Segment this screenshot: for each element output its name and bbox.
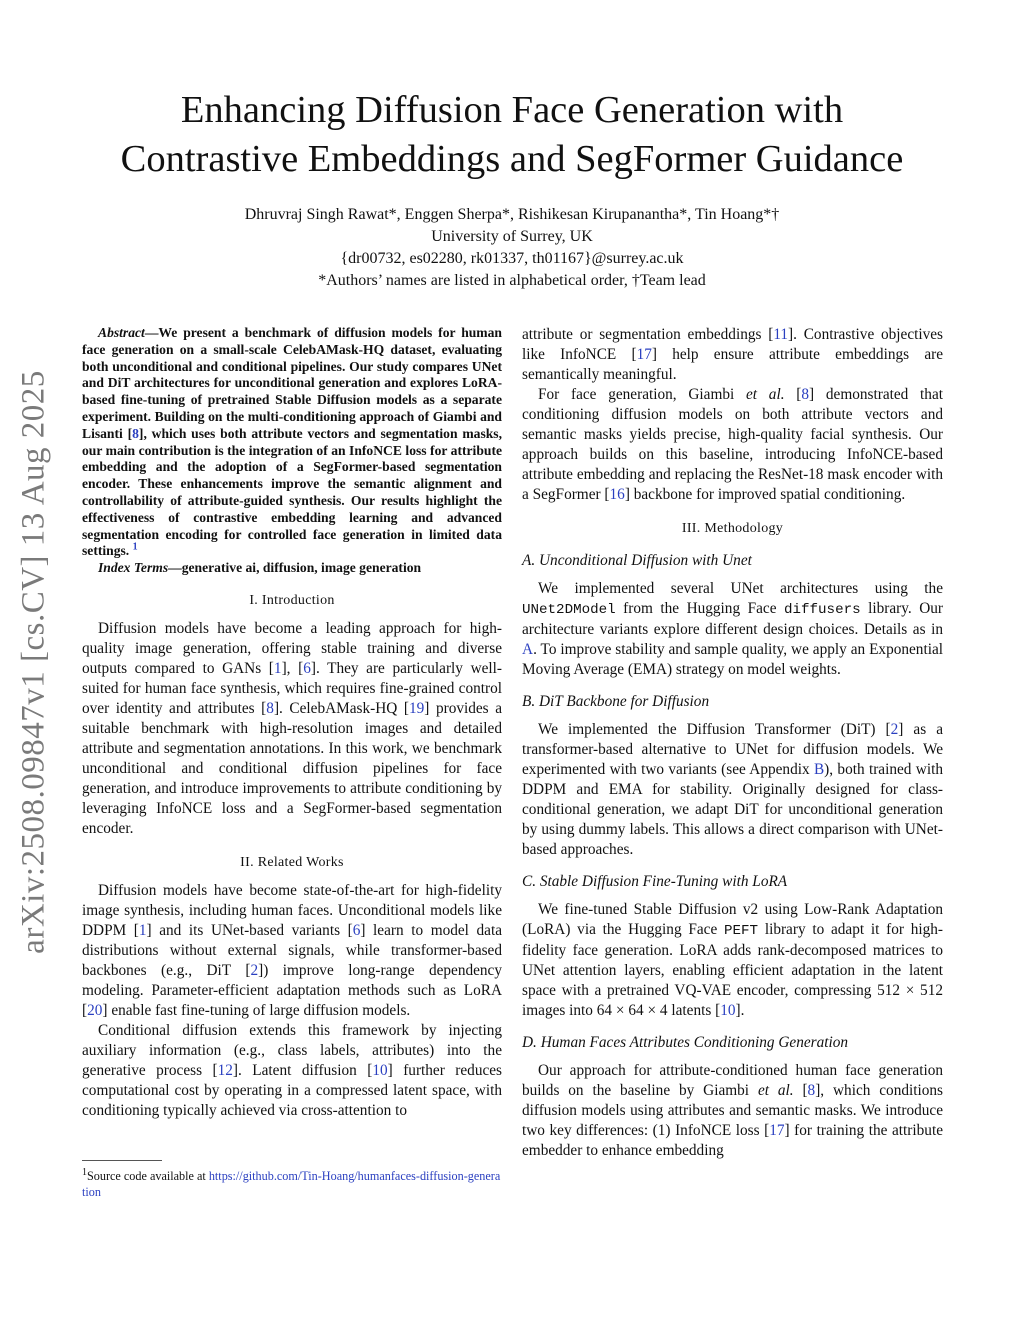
index-terms-label: Index Terms (98, 560, 169, 576)
citation-link[interactable]: 10 (372, 1061, 388, 1079)
subsection-heading-a: A. Unconditional Diffusion with Unet (522, 552, 752, 569)
citation-link[interactable]: 6 (303, 659, 311, 677)
citation-link[interactable]: 6 (352, 921, 361, 939)
abstract-label: Abstract (98, 325, 145, 340)
citation-link[interactable]: 17 (769, 1122, 785, 1139)
citation-link[interactable]: 2 (890, 721, 899, 738)
intro-paragraph: Diffusion models have become a leading approach for high-quality image generation, offering stable training and diverse outputs compared to GANs [1], [6]. They are particularly well-suited for human face synthesis, which requires fine-grained control over identity and attributes [8]. CelebAMask-HQ [19] provides a suitable benchmark with high-resolution images and detailed attribute and segmentation annotations. In this work, we benchmark unconditional and conditional diffusion pipelines for face generation, and introduce improvements to attribute conditioning by leveraging InfoNCE loss and a SegFormer-based segmentation encoder. (82, 619, 502, 837)
right-paragraph-1: For face generation, Giambi et al. [8] demonstrated that conditioning diffusion models on both attribute vectors and semantic masks yields precise, high-quality facial synthesis. Our approach builds on this baseline, introducing InfoNCE-based attribute embedding and replacing the ResNet-18 mask encoder with a SegFormer [16] backbone for improved spatial conditioning. (522, 386, 943, 503)
citation-link[interactable]: 8 (807, 1082, 816, 1099)
citation-link[interactable]: 8 (266, 699, 274, 717)
source-code-link[interactable]: https://github.com/Tin-Hoang/humanfaces-diffusion-generation (82, 1169, 501, 1199)
appendix-link[interactable]: B (813, 761, 825, 778)
author-names: Dhruvraj Singh Rawat*, Enggen Sherpa*, Rishikesan Kirupanantha*, Tin Hoang*† (244, 206, 780, 223)
section-heading-introduction: I. Introduction (249, 592, 335, 608)
subsection-b-paragraph: We implemented the Diffusion Transformer (DiT) [2] as a transformer-based alternative to UNet for diffusion models. We experimented with two variants (see Appendix B), both trained with DDPM and EMA for stability. Originally designed for class-conditional generation, we adapt DiT for unconditional generation by using dummy labels. This allows a direct comparison with UNet-based approaches. (522, 721, 943, 858)
author-note: *Authors’ names are listed in alphabetical order, †Team lead (318, 272, 706, 289)
arxiv-id: arXiv:2508.09847v1 [cs.CV] 13 Aug 2025 (15, 370, 52, 954)
citation-link[interactable]: 12 (217, 1061, 233, 1079)
appendix-link[interactable]: A (522, 641, 534, 658)
subsection-c-paragraph: We fine-tuned Stable Diffusion v2 using Low-Rank Adaptation (LoRA) via the Hugging Face PEFT library to adapt it for high-fidelity face generation. LoRA adds rank-decomposed matrices to UNet attention layers, enabling efficient adaptation in the latent space with a pretrained VQ-VAE encoder, compressing 512 × 512 images into 64 × 64 × 4 latents [10]. (522, 901, 944, 1019)
left-column (82, 325, 502, 1121)
author-emails: {dr00732, es02280, rk01337, th01167}@surrey.ac.uk (340, 250, 684, 267)
citation-link[interactable]: 11 (773, 326, 789, 343)
footnote-rule (82, 1160, 162, 1161)
subsection-heading-d: D. Human Faces Attributes Conditioning Generation (522, 1034, 849, 1051)
citation-link[interactable]: 8 (801, 386, 810, 403)
arxiv-sidebar (6, 362, 62, 962)
citation-link[interactable]: 8 (132, 425, 139, 441)
related-paragraph-1: Diffusion models have become state-of-the-art for high-fidelity image synthesis, including human faces. Unconditional models like DDPM [1] and its UNet-based variants [6] learn to model data distributions without external signals, while transformer-based backbones (e.g., DiT [2]) improve long-range dependency modeling. Parameter-efficient adaptation methods such as LoRA [20] enable fast fine-tuning of large diffusion models. (82, 881, 503, 1019)
right-paragraph-0: attribute or segmentation embeddings [11]. Contrastive objectives like InfoNCE [17] help ensure attribute embeddings are semantically meaningful. (522, 326, 944, 383)
right-column (522, 325, 943, 1161)
citation-link[interactable]: 16 (609, 486, 625, 503)
section-heading-related-works: II. Related Works (240, 854, 344, 870)
footnote-number: 1 (82, 1166, 87, 1178)
citation-link[interactable]: 1 (138, 921, 147, 939)
subsection-heading-c: C. Stable Diffusion Fine-Tuning with LoRA (522, 873, 788, 890)
footnote (82, 1168, 502, 1200)
index-terms: Index Terms—generative ai, diffusion, image generation (98, 560, 422, 576)
author-block (0, 204, 1024, 292)
paper-title (0, 86, 1024, 184)
citation-link[interactable]: 10 (720, 1002, 736, 1019)
citation-link[interactable]: 20 (87, 1001, 103, 1019)
section-heading-methodology: III. Methodology (681, 521, 784, 536)
citation-link[interactable]: 19 (409, 699, 425, 717)
citation-link[interactable]: 1 (273, 659, 282, 677)
related-paragraph-2: Conditional diffusion extends this framework by injecting auxiliary information (e.g., class labels, attributes) into the generative process [12]. Latent diffusion [10] further reduces computational cost by operating in a compressed latent space, with conditioning typically achieved via cross-attention to (82, 1021, 502, 1119)
code-diffusers: diffusers (783, 602, 861, 618)
affiliation: University of Surrey, UK (431, 228, 593, 245)
citation-link[interactable]: 2 (250, 961, 259, 979)
code-unet2dmodel: UNet2DModel (522, 602, 616, 618)
title-line-2: Contrastive Embeddings and SegFormer Guidance (120, 138, 904, 180)
subsection-d-paragraph: Our approach for attribute-conditioned human face generation builds on the baseline by Giambi et al. [8], which conditions diffusion models using attributes and semantic masks. We introduce two key differences: (1) InfoNCE loss [17] for training the attribute embedder to enhance embedding (522, 1062, 943, 1159)
citation-link[interactable]: 17 (636, 346, 652, 363)
abstract: Abstract—We present a benchmark of diffusion models for human face generation on a small-scale CelebAMask-HQ dataset, evaluating both unconditional and conditional pipelines. Our study compares UNet and DiT architectures for unconditional generation and explores LoRA-based fine-tuning of pretrained Stable Diffusion models as a separate experiment. Building on the multi-conditioning approach of Giambi and Lisanti [8], which uses both attribute vectors and segmentation masks, our main contribution is the integration of an InfoNCE loss for attribute embedding and the adoption of a SegFormer-based segmentation encoder. These enhancements improve the semantic alignment and controllability of attribute-guided synthesis. Our results highlight the effectiveness of contrastive embedding learning and advanced segmentation encoding for controlled face generation in limited data settings. $^1$ (82, 325, 502, 559)
subsection-a-paragraph: We implemented several UNet architectures using the UNet2DModel from the Hugging Face diffusers library. Our architecture variants explore different design choices. Details as in A. To improve stability and sample quality, we apply an Exponential Moving Average (EMA) strategy on model weights. (522, 580, 943, 678)
title-line-1: Enhancing Diffusion Face Generation with (180, 89, 844, 131)
subsection-heading-b: B. DiT Backbone for Diffusion (522, 693, 710, 710)
code-peft: PEFT (724, 923, 759, 939)
footnote-text: Source code available at (87, 1169, 209, 1183)
footnote-marker[interactable]: 1 (132, 541, 138, 553)
